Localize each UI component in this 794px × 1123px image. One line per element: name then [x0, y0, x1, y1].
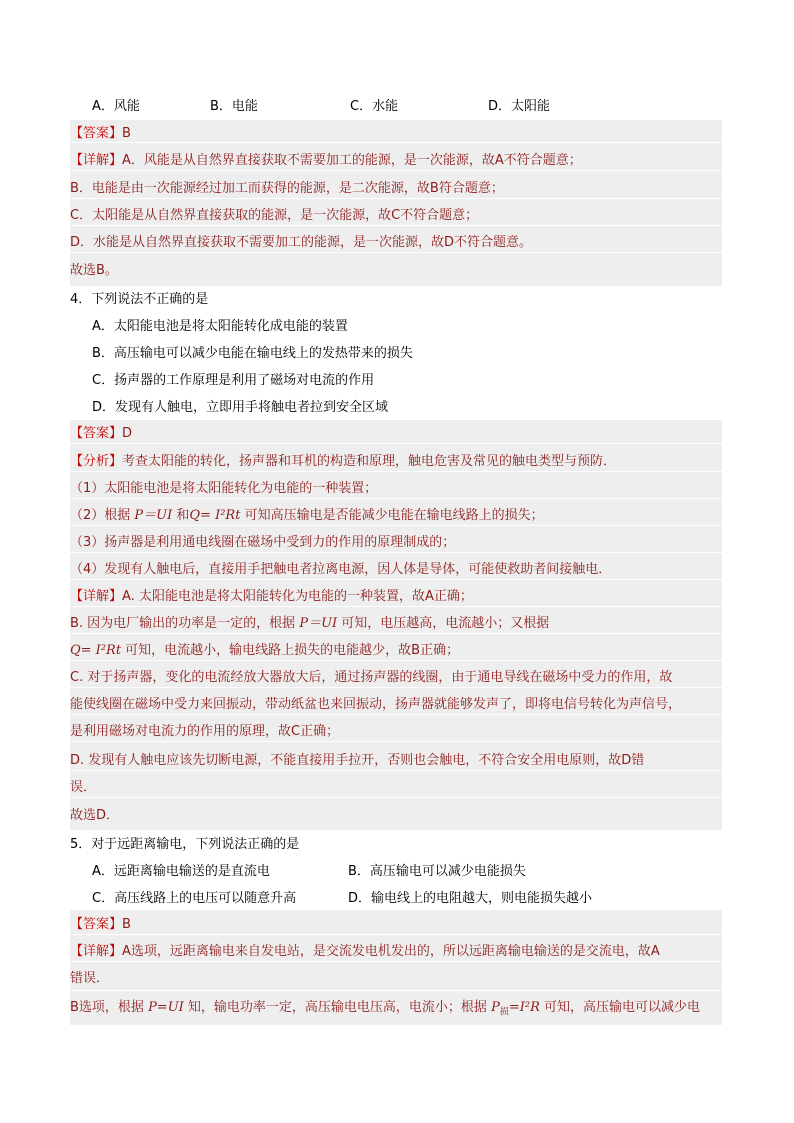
q4-option-c: C．扬声器的工作原理是利用了磁场对电流的作用 — [92, 373, 375, 388]
q4-analysis-item-4: （4）发现有人触电后，直接用手把触电者拉离电源，因人体是导体，可能使救助者间接触电． — [70, 562, 612, 577]
detail-tag: 【详解】 — [70, 153, 123, 168]
q5-detail-a-line-1: 【详解】A选项，远距离输电来自发电站，是交流发电机发出的，所以远距离输电输送的是交流电，故A — [70, 944, 660, 959]
analysis-tag: 【分析】 — [70, 454, 123, 469]
q3-option-d: D．太阳能 — [488, 99, 551, 114]
q5-option-b: B．高压输电可以减少电能损失 — [348, 864, 526, 879]
q4-answer-line — [70, 422, 132, 441]
q3-answer-line — [70, 122, 131, 141]
q4-answer-block — [70, 420, 722, 830]
detail-tag: 【详解】 — [70, 944, 123, 959]
q3-detail-line-1: 【详解】A．风能是从自然界直接获取不需要加工的能源，是一次能源，故A不符合题意； — [70, 153, 582, 168]
q3-conclusion: 故选B。 — [70, 263, 118, 278]
detail-tag: 【详解】 — [70, 589, 123, 604]
q5-answer-value: B — [122, 917, 131, 932]
answer-tag: 【答案】 — [70, 426, 123, 441]
q5-option-a: A．远距离输电输送的是直流电 — [92, 864, 270, 879]
q5-detail-a-line-2: 错误． — [70, 971, 110, 986]
q4-option-a: A．太阳能电池是将太阳能转化成电能的装置 — [92, 319, 348, 334]
q4-detail-d-line-1: D. 发现有人触电应该先切断电源，不能直接用手拉开，否则也会触电，不符合安全用电原则，故D错 — [70, 753, 645, 768]
answer-tag: 【答案】 — [70, 917, 123, 932]
q4-conclusion: 故选D． — [70, 808, 120, 823]
q5-option-d: D．输电线上的电阻越大，则电能损失越小 — [348, 891, 593, 906]
formula-power: P＝UI — [134, 508, 173, 523]
q3-option-a: A．风能 — [92, 99, 140, 114]
q4-detail-c-line-2: 能使线圈在磁场中受力来回振动，带动纸盆也来回振动，扬声器就能够发声了，即将电信号转化为声信号， — [70, 697, 682, 712]
q5-answer-line — [70, 913, 131, 932]
q4-analysis-line: 【分析】考查太阳能的转化，扬声器和耳机的构造和原理，触电危害及常见的触电类型与预防． — [70, 454, 617, 469]
q4-detail-d-line-2: 误． — [70, 780, 97, 795]
q3-answer-block — [70, 120, 722, 286]
q4-stem: 4．下列说法不正确的是 — [70, 292, 209, 307]
q5-option-c: C．高压线路上的电压可以随意升高 — [92, 891, 297, 906]
q4-analysis-item-2: （2）根据 P＝UI 和Q= I²Rt 可知高压输电是否能减少电能在输电线路上的损失； — [70, 508, 544, 523]
q3-detail-line-4: D．水能是从自然界直接获取不需要加工的能源，是一次能源，故D不符合题意。 — [70, 235, 533, 250]
q4-option-d: D．发现有人触电，立即用手将触电者拉到安全区域 — [92, 400, 389, 415]
q4-detail-b-line-2: Q= I²Rt 可知，电流越小，输电线路上损失的电能越少，故B正确； — [70, 643, 460, 658]
answer-tag: 【答案】 — [70, 126, 123, 141]
q3-option-b: B．电能 — [210, 99, 258, 114]
q5-stem: 5．对于远距离输电，下列说法正确的是 — [70, 837, 300, 852]
q3-option-c: C．水能 — [350, 99, 399, 114]
q5-detail-b-line: B选项，根据 P=UI 知，输电功率一定，高压输电电压高，电流小；根据 $P_损=I^2R$ 可知，高压输电可以减少电 — [70, 1000, 700, 1018]
q3-options — [92, 95, 550, 114]
formula-joule-heat: Q= I²Rt — [189, 508, 241, 523]
q3-detail-line-3: C．太阳能是从自然界直接获取的能源，是一次能源，故C不符合题意； — [70, 208, 479, 223]
q4-detail-c-line-3: 是利用磁场对电流力的作用的原理，故C正确； — [70, 724, 340, 739]
q4-detail-c-line-1: C. 对于扬声器，变化的电流经放大器放大后，通过扬声器的线圈，由于通电导线在磁场中受力的作用，故 — [70, 670, 673, 685]
q4-option-b: B．高压输电可以减少电能在输电线上的发热带来的损失 — [92, 346, 413, 361]
q3-detail-line-2: B．电能是由一次能源经过加工而获得的能源，是二次能源，故B符合题意； — [70, 181, 504, 196]
q4-analysis-item-3: （3）扬声器是利用通电线圈在磁场中受到力的作用的原理制成的； — [70, 535, 456, 550]
q4-detail-a: 【详解】A. 太阳能电池是将太阳能转化为电能的一种装置，故A正确； — [70, 589, 473, 604]
q4-answer-value: D — [122, 426, 133, 441]
q4-detail-b-line-1: B. 因为电厂输出的功率是一定的，根据 P＝UI 可知，电压越高，电流越小；又根据 — [70, 616, 550, 631]
q3-answer-value: B — [122, 126, 131, 141]
q5-answer-block — [70, 910, 722, 1025]
q4-analysis-item-1: （1）太阳能电池是将太阳能转化为电能的一种装置； — [70, 481, 378, 496]
